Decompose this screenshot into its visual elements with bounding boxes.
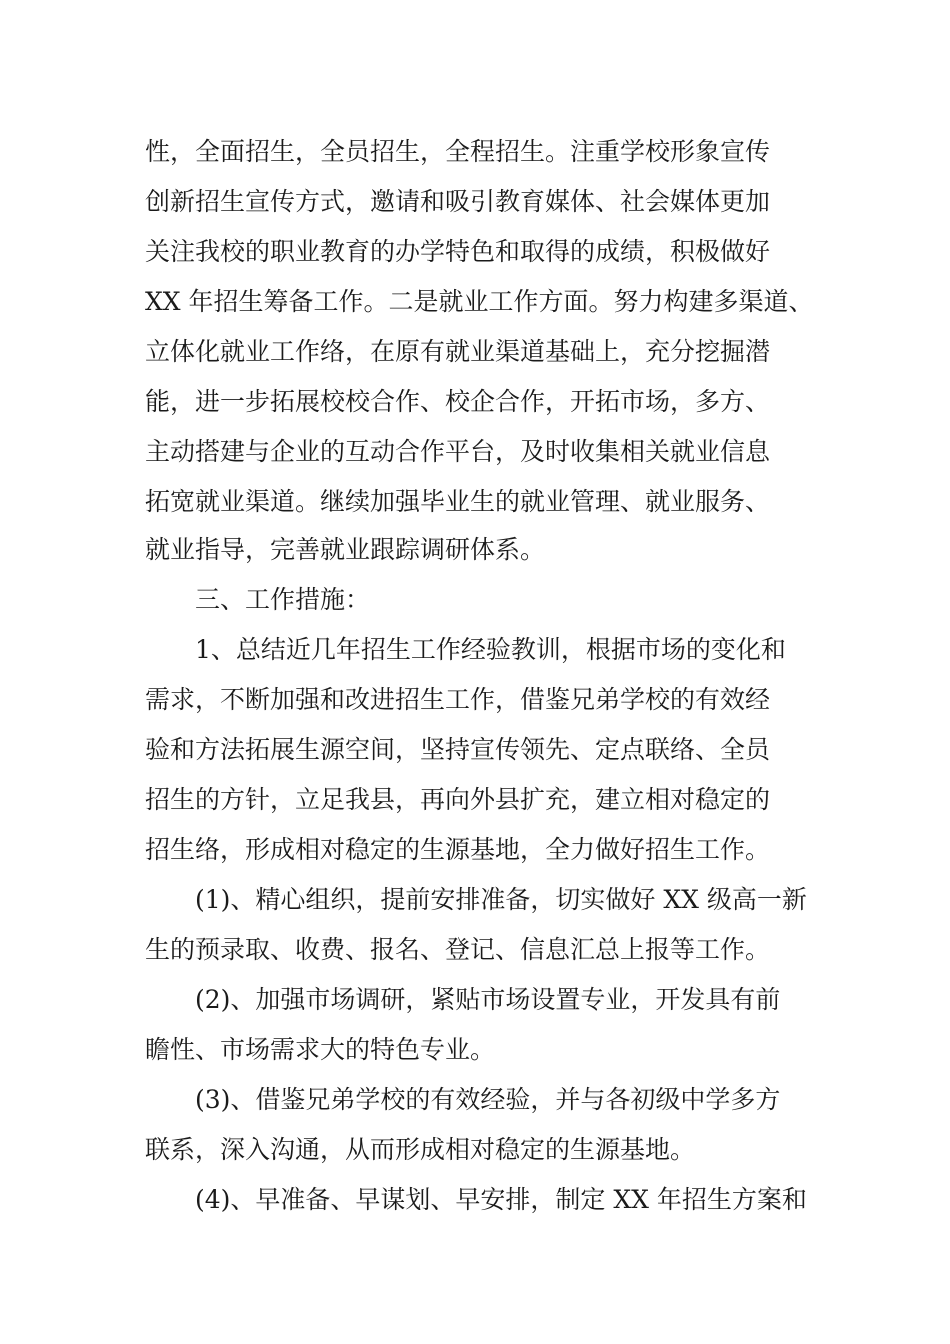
text-line: XX 年招生筹备工作。二是就业工作方面。努力构建多渠道、: [145, 287, 814, 316]
text-line: 招生的方针，立足我县，再向外县扩充，建立相对稳定的: [145, 785, 771, 814]
text-line: 拓宽就业渠道。继续加强毕业生的就业管理、就业服务、: [145, 487, 771, 516]
text-line: 关注我校的职业教育的办学特色和取得的成绩，积极做好: [145, 237, 771, 266]
text-line: 创新招生宣传方式，邀请和吸引教育媒体、社会媒体更加: [145, 187, 771, 216]
text-line: 瞻性、市场需求大的特色专业。: [145, 1035, 496, 1064]
text-line: 性，全面招生，全员招生，全程招生。注重学校形象宣传: [145, 137, 771, 166]
text-line: 能，进一步拓展校校合作、校企合作，开拓市场，多方、: [145, 387, 771, 416]
text-line: (4)、早准备、早谋划、早安排，制定 XX 年招生方案和: [195, 1185, 807, 1214]
text-line: (3)、借鉴兄弟学校的有效经验，并与各初级中学多方: [195, 1085, 781, 1114]
section-heading: 三、工作措施：: [195, 585, 371, 614]
text-line: (1)、精心组织，提前安排准备，切实做好 XX 级高一新: [195, 885, 807, 914]
text-line: 招生络，形成相对稳定的生源基地，全力做好招生工作。: [145, 835, 771, 864]
text-line: 生的预录取、收费、报名、登记、信息汇总上报等工作。: [145, 935, 771, 964]
text-line: 验和方法拓展生源空间，坚持宣传领先、定点联络、全员: [145, 735, 771, 764]
text-line: (2)、加强市场调研，紧贴市场设置专业，开发具有前: [195, 985, 781, 1014]
text-line: 主动搭建与企业的互动合作平台，及时收集相关就业信息: [145, 437, 771, 466]
text-line: 1、总结近几年招生工作经验教训，根据市场的变化和: [195, 635, 786, 664]
text-line: 需求，不断加强和改进招生工作，借鉴兄弟学校的有效经: [145, 685, 771, 714]
text-line: 联系，深入沟通，从而形成相对稳定的生源基地。: [145, 1135, 696, 1164]
text-line: 立体化就业工作络，在原有就业渠道基础上，充分挖掘潜: [145, 337, 771, 366]
text-line: 就业指导，完善就业跟踪调研体系。: [145, 535, 546, 564]
